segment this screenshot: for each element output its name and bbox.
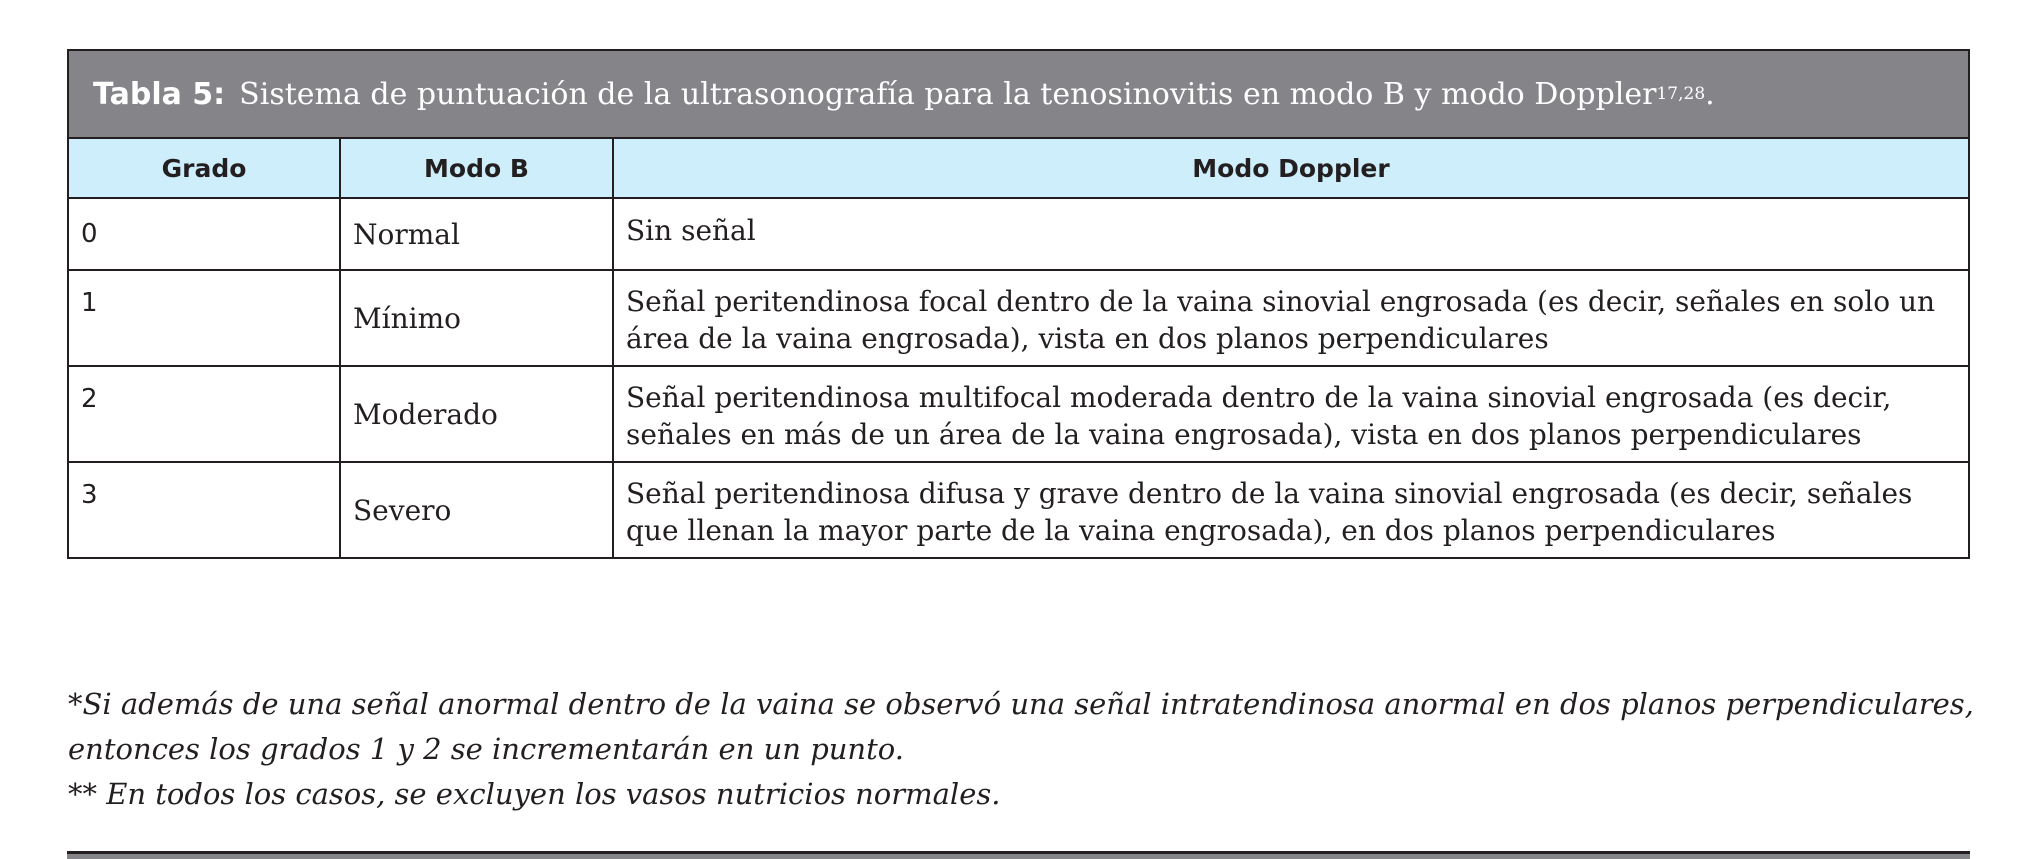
cell-grado: 2	[69, 366, 340, 462]
cell-doppler: Señal peritendinosa difusa y grave dentro de la vaina sinovial engrosada (es decir, señales que llenan la mayor parte de la vaina engrosada), en dos planos perpendiculares	[613, 462, 1968, 557]
header-modo-doppler: Modo Doppler	[613, 139, 1968, 198]
table-title	[69, 51, 1968, 139]
footnote-1: *Si además de una señal anormal dentro de la vaina se observó una señal intratendinosa anormal en dos planos perpendiculares, entonces los grados 1 y 2 se incrementarán en un punto.	[68, 687, 1974, 766]
table-title-superscript: 17,28	[1656, 84, 1706, 104]
cell-grado: 0	[69, 198, 340, 270]
grading-table	[69, 139, 1968, 557]
header-grado: Grado	[69, 139, 340, 198]
header-modo-b: Modo B	[340, 139, 613, 198]
table-row	[69, 270, 1968, 366]
table-row	[69, 366, 1968, 462]
cell-grado: 1	[69, 270, 340, 366]
footnotes	[68, 682, 1998, 817]
table-title-end: .	[1705, 76, 1715, 112]
cell-doppler: Señal peritendinosa multifocal moderada dentro de la vaina sinovial engrosada (es decir, señales en más de un área de la vaina engrosada), vista en dos planos perpendiculares	[613, 366, 1968, 462]
cell-grado: 3	[69, 462, 340, 557]
table-row	[69, 198, 1968, 270]
table-title-text: Sistema de puntuación de la ultrasonografía para la tenosinovitis en modo B y modo Doppler	[239, 76, 1657, 112]
cell-modo-b: Mínimo	[340, 270, 613, 366]
footnote-2: ** En todos los casos, se excluyen los vasos nutricios normales.	[68, 777, 1001, 811]
scoring-table	[67, 49, 1970, 559]
next-table-bar	[67, 851, 1970, 859]
table-header-row	[69, 139, 1968, 198]
cell-doppler: Señal peritendinosa focal dentro de la vaina sinovial engrosada (es decir, señales en solo un área de la vaina engrosada), vista en dos planos perpendiculares	[613, 270, 1968, 366]
table-title-label: Tabla 5:	[93, 76, 226, 112]
table-row	[69, 462, 1968, 557]
cell-modo-b: Severo	[340, 462, 613, 557]
cell-modo-b: Normal	[340, 198, 613, 270]
cell-doppler: Sin señal	[613, 198, 1968, 270]
cell-modo-b: Moderado	[340, 366, 613, 462]
